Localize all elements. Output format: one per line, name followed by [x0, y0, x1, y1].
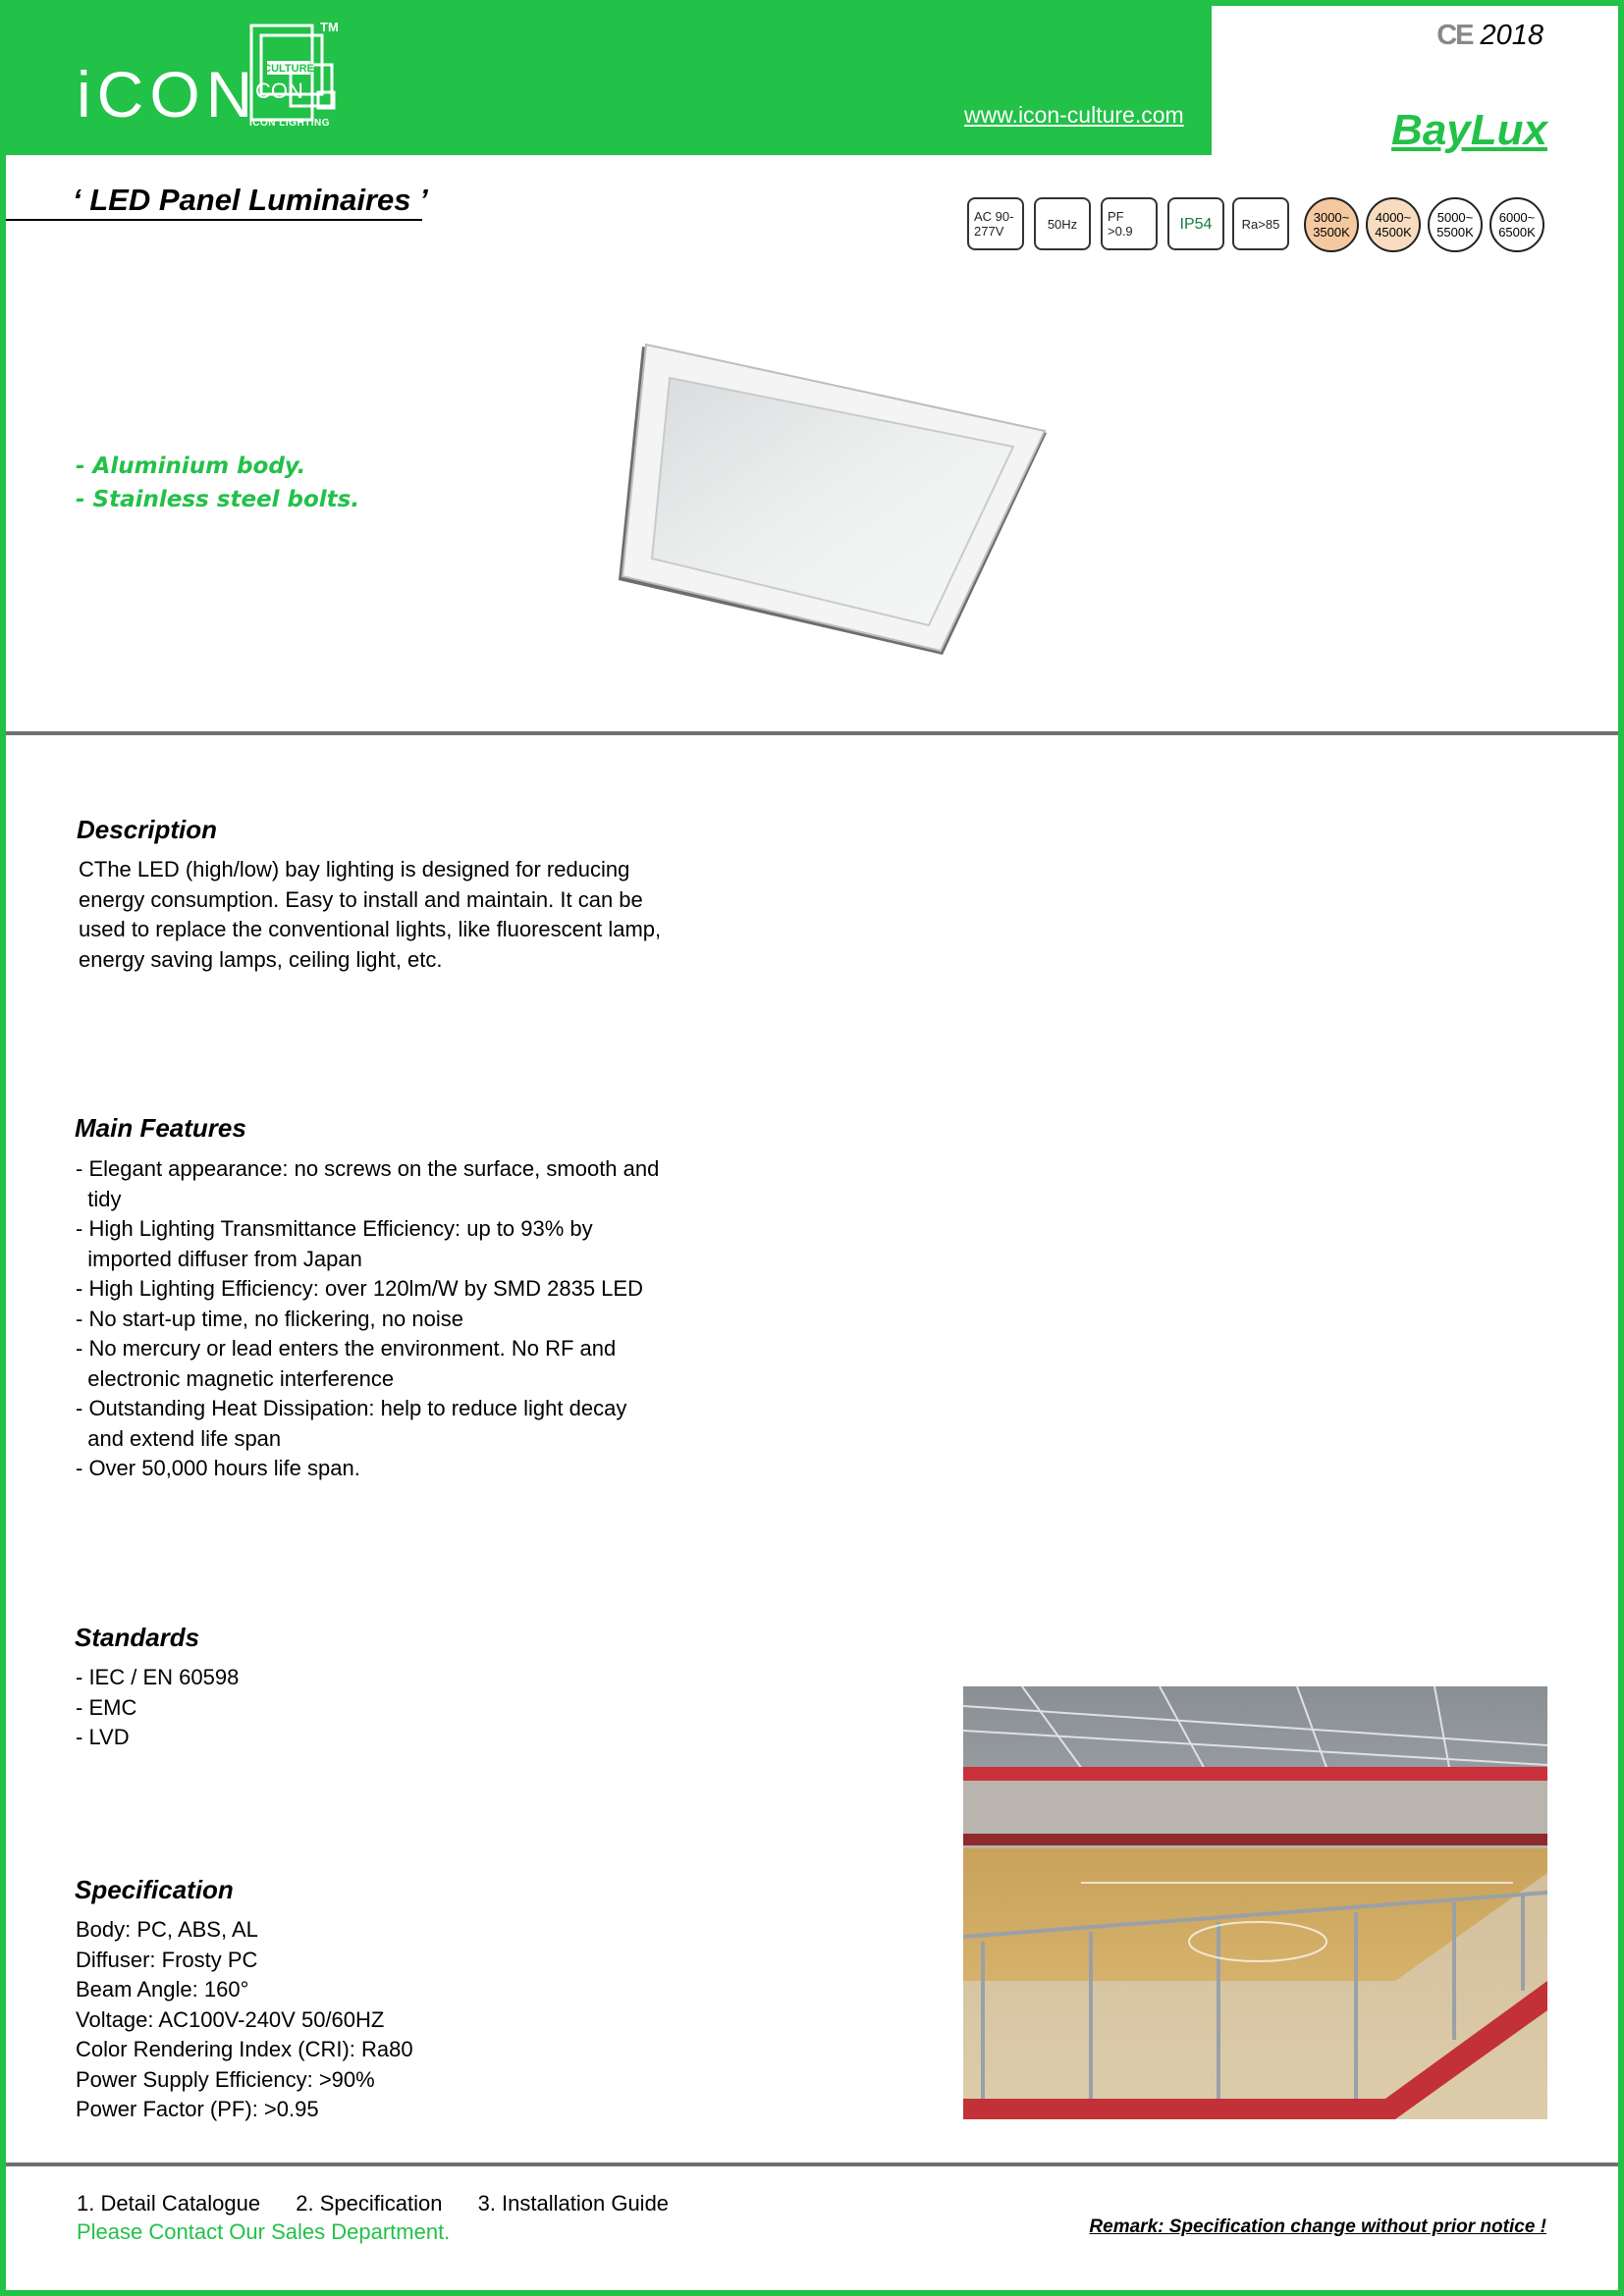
description-text: CThe LED (high/low) bay lighting is designed for reducing energy consumption. Easy to install and maintain. It can be used to replace the conventional lights, like fluorescent lamp, energy saving lamps, ceiling light, etc.	[79, 857, 662, 972]
brand-wordmark: iCON	[77, 58, 259, 131]
logo-caption: ICON LIGHTING	[249, 118, 331, 129]
list-item: - High Lighting Efficiency: over 120lm/W by SMD 2835 LED	[76, 1276, 643, 1301]
list-item: - Outstanding Heat Dissipation: help to reduce light decay	[76, 1396, 627, 1420]
series-name: BayLux	[1391, 106, 1547, 154]
gym-application-photo	[963, 1686, 1547, 2119]
section-divider	[6, 731, 1618, 735]
list-item: - No start-up time, no flickering, no noise	[76, 1306, 463, 1331]
led-panel-image	[609, 339, 1060, 663]
list-item: Beam Angle: 160°	[76, 1977, 249, 2002]
list-item: Voltage: AC100V-240V 50/60HZ	[76, 2006, 385, 2032]
list-item: tidy	[76, 1186, 122, 1211]
power-factor-spec-icon: PF >0.9	[1101, 197, 1158, 250]
standards-heading: Standards	[75, 1623, 200, 1652]
list-item: - No mercury or lead enters the environment. No RF and	[76, 1336, 617, 1361]
list-item: imported diffuser from Japan	[76, 1246, 362, 1271]
trademark-symbol: TM	[320, 20, 339, 34]
logo-text-mid: CON	[255, 79, 303, 103]
list-item: - High Lighting Transmittance Efficiency: up to 93% by	[76, 1216, 593, 1241]
list-item: - Elegant appearance: no screws on the surface, smooth and	[76, 1156, 660, 1181]
standards-list	[76, 1663, 239, 1753]
list-item: - Over 50,000 hours life span.	[76, 1456, 360, 1480]
contact-sales-text: Please Contact Our Sales Department.	[77, 2219, 451, 2244]
list-item: Body: PC, ABS, AL	[76, 1917, 258, 1942]
title-underline	[6, 219, 422, 221]
product-title: ‘ LED Panel Luminaires ’	[73, 183, 428, 217]
frequency-spec-icon: 50Hz	[1034, 197, 1091, 250]
detail-catalogue-link[interactable]: 1. Detail Catalogue	[77, 2191, 261, 2216]
specification-list	[76, 1915, 413, 2125]
website-link[interactable]: www.icon-culture.com	[964, 102, 1184, 128]
specification-heading: Specification	[75, 1875, 234, 1904]
list-item: - LVD	[76, 1725, 130, 1749]
cct-4000-icon: 4000~ 4500K	[1366, 197, 1421, 252]
highlight-item: - Stainless steel bolts.	[76, 487, 360, 512]
cct-5000-icon: 5000~ 5500K	[1428, 197, 1483, 252]
list-item: Diffuser: Frosty PC	[76, 1947, 258, 1972]
footer-divider	[6, 2163, 1618, 2166]
list-item: Color Rendering Index (CRI): Ra80	[76, 2037, 413, 2061]
features-list	[76, 1154, 659, 1484]
logo-text-top: CULTURE	[263, 63, 314, 75]
icon-culture-logo	[245, 22, 344, 130]
remark-text: Remark: Specification change without prior notice !	[1089, 2216, 1546, 2237]
installation-guide-link[interactable]: 3. Installation Guide	[477, 2191, 670, 2216]
ip-rating-spec-icon: IP54	[1167, 197, 1224, 250]
ce-year	[1436, 20, 1543, 52]
cct-3000-icon: 3000~ 3500K	[1304, 197, 1359, 252]
header-band	[0, 0, 1212, 155]
ce-mark-icon: CE	[1436, 20, 1473, 51]
list-item: - EMC	[76, 1694, 137, 1720]
list-item: electronic magnetic interference	[76, 1365, 395, 1391]
year-label: 2018	[1480, 20, 1543, 51]
list-item: Power Factor (PF): >0.95	[76, 2097, 319, 2121]
list-item: - IEC / EN 60598	[76, 1665, 240, 1689]
cri-spec-icon: Ra>85	[1232, 197, 1289, 250]
cct-6000-icon: 6000~ 6500K	[1489, 197, 1544, 252]
product-highlights	[76, 450, 359, 516]
highlight-item: - Aluminium body.	[76, 454, 306, 479]
list-item: Power Supply Efficiency: >90%	[76, 2066, 375, 2092]
voltage-spec-icon: AC 90- 277V	[967, 197, 1024, 250]
list-item: and extend life span	[76, 1425, 282, 1451]
description-heading: Description	[77, 815, 218, 844]
specification-link[interactable]: 2. Specification	[296, 2191, 443, 2216]
features-heading: Main Features	[75, 1113, 246, 1143]
footer-links	[77, 2191, 698, 2216]
